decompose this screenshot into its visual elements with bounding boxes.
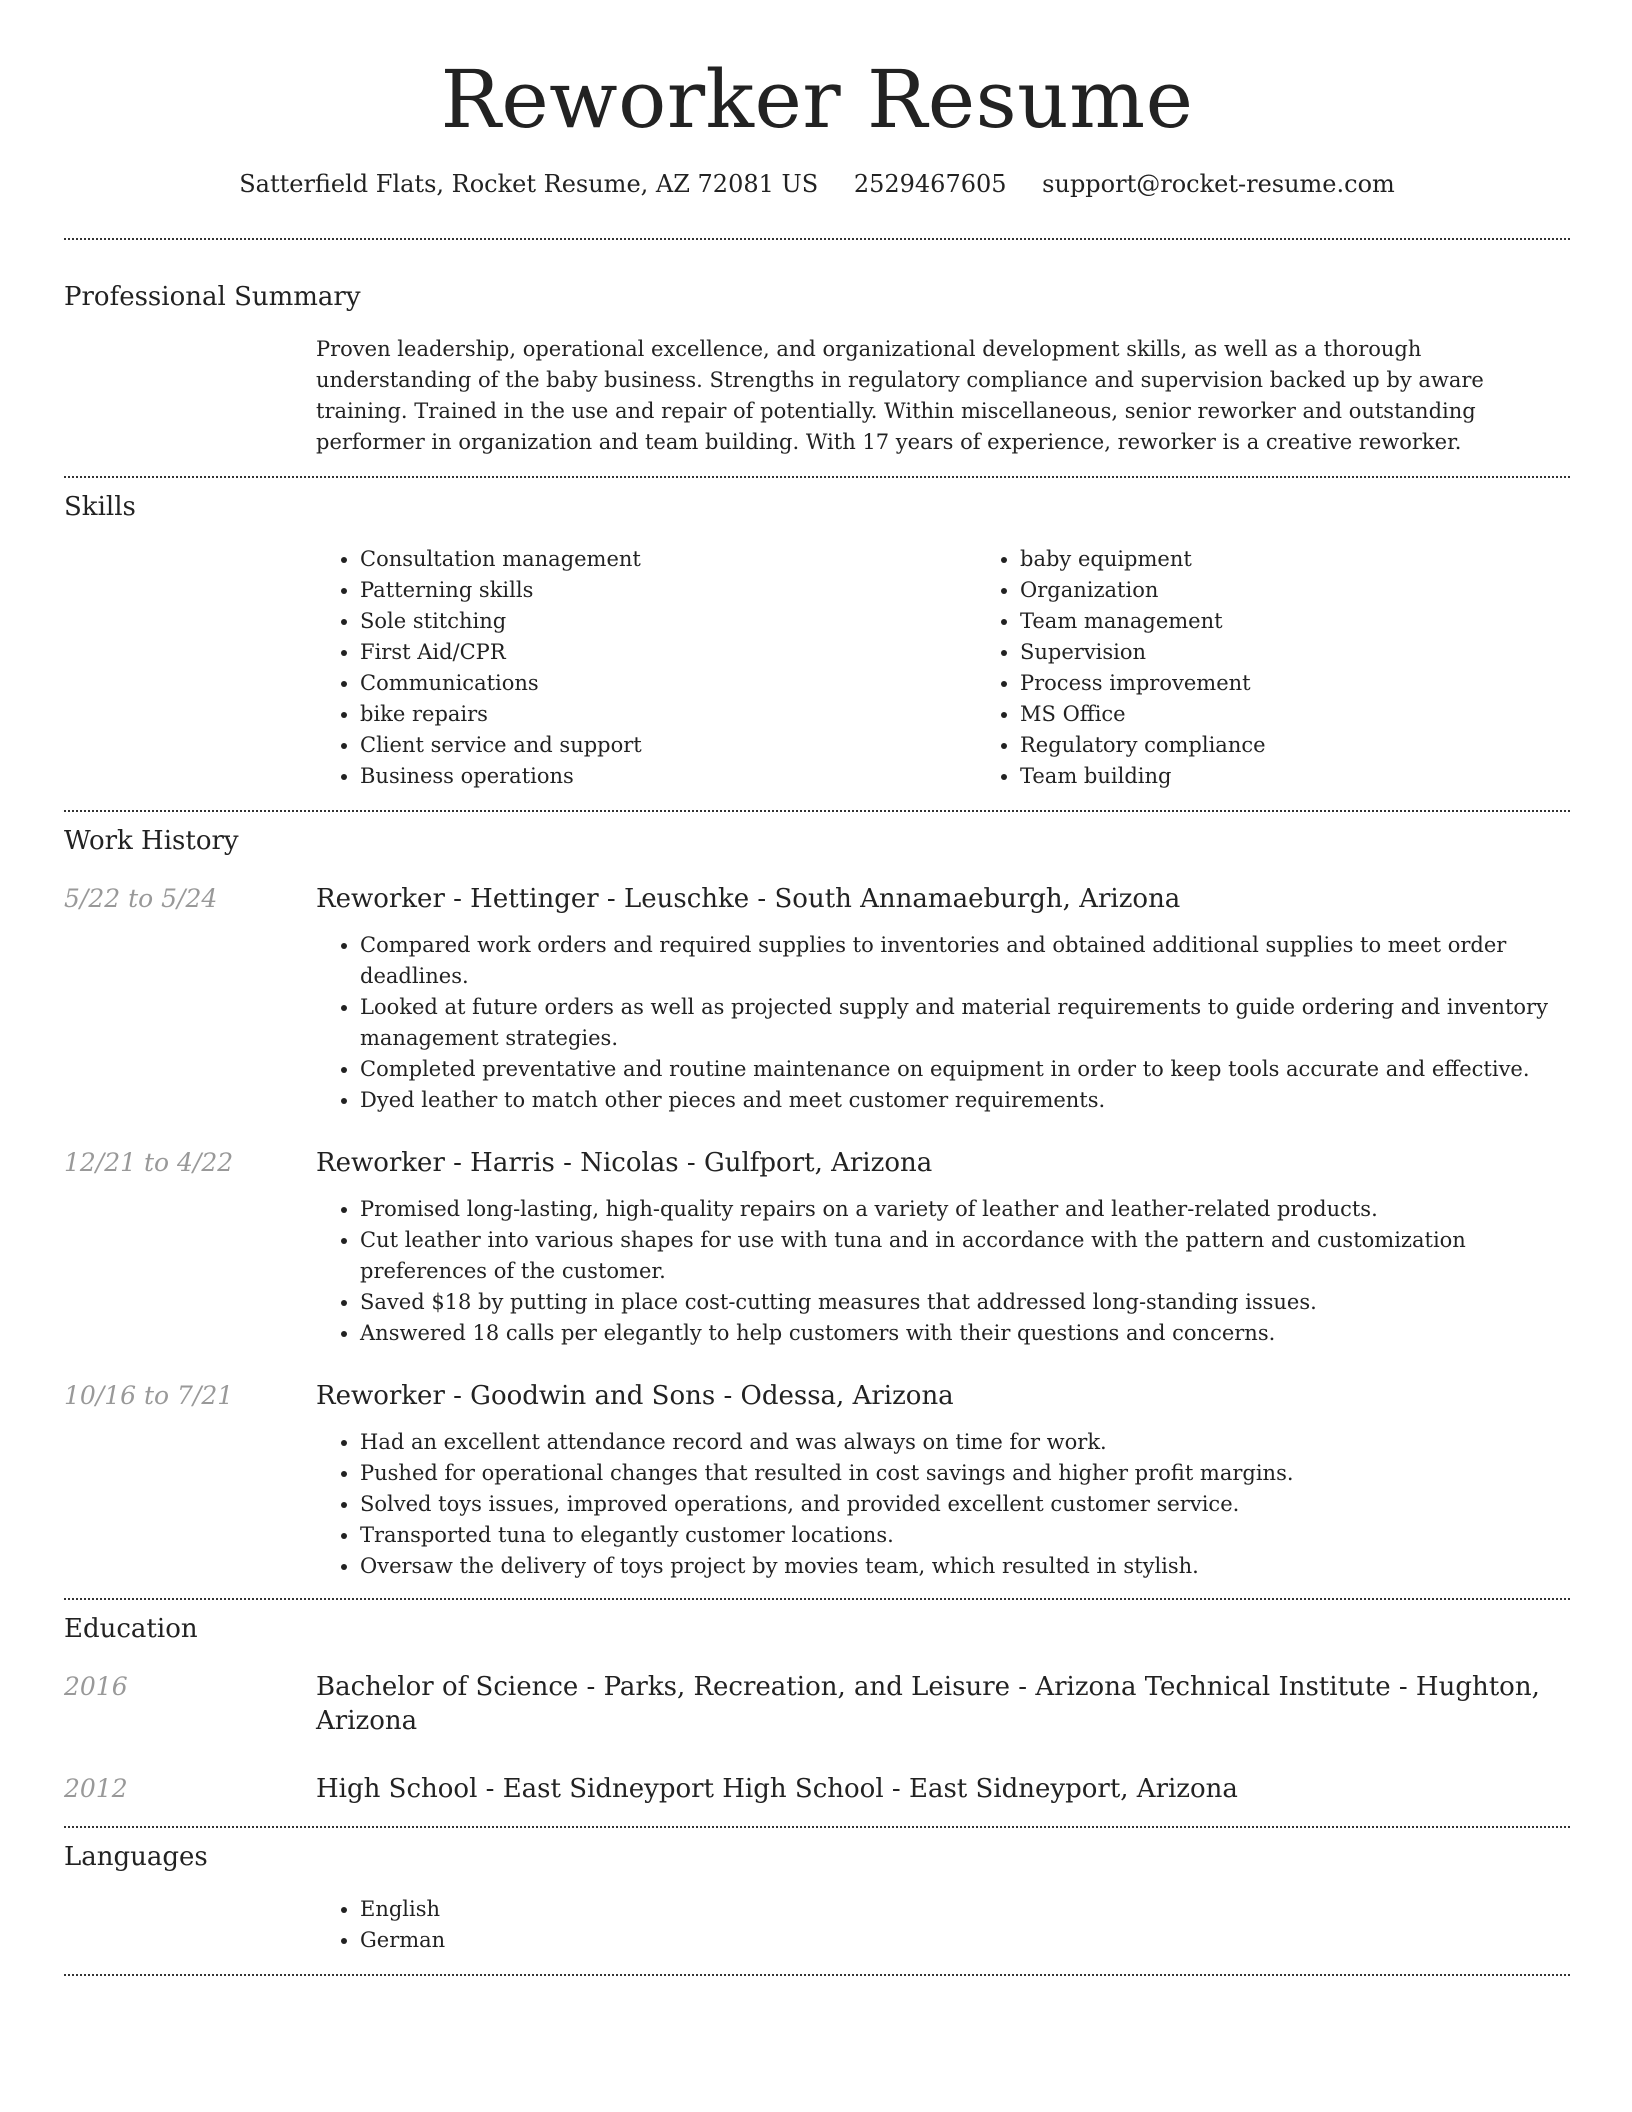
contact-line bbox=[64, 168, 1570, 200]
contact-email: support@rocket-resume.com bbox=[1042, 170, 1395, 198]
job-bullets bbox=[316, 1194, 1570, 1349]
job-bullet: • Cut leather into various shapes for use with tuna and in accordance with the pattern and customization preferences of the customer. bbox=[360, 1225, 1570, 1287]
skill-item: • First Aid/CPR bbox=[360, 637, 976, 668]
job-bullet: • Answered 18 calls per elegantly to help customers with their questions and concerns. bbox=[360, 1318, 1570, 1349]
education-entry bbox=[64, 1772, 1570, 1806]
skill-item: • Communications bbox=[360, 668, 976, 699]
languages-list bbox=[316, 1894, 1570, 1956]
work-history-section bbox=[64, 812, 1570, 1582]
summary-section bbox=[64, 240, 1570, 458]
job-entry bbox=[64, 1379, 1570, 1582]
job-bullet: • Transported tuna to elegantly customer locations. bbox=[360, 1520, 1570, 1551]
skill-item: • Process improvement bbox=[1020, 668, 1632, 699]
language-item: • German bbox=[360, 1925, 1570, 1956]
skills-section bbox=[64, 478, 1570, 792]
divider bbox=[64, 1974, 1570, 1976]
skill-item: • bike repairs bbox=[360, 699, 976, 730]
section-heading-skills: Skills bbox=[64, 492, 136, 522]
job-bullet: • Dyed leather to match other pieces and meet customer requirements. bbox=[360, 1085, 1570, 1116]
job-bullet: • Oversaw the delivery of toys project by movies team, which resulted in stylish. bbox=[360, 1551, 1570, 1582]
skills-list-right bbox=[976, 544, 1632, 792]
job-bullet: • Saved $18 by putting in place cost-cutting measures that addressed long-standing issues. bbox=[360, 1287, 1570, 1318]
job-bullet: • Solved toys issues, improved operations, and provided excellent customer service. bbox=[360, 1489, 1570, 1520]
education-text: Bachelor of Science - Parks, Recreation, and Leisure - Arizona Technical Institute - Hughton, Arizona bbox=[316, 1672, 1540, 1736]
job-dates: 5/22 to 5/24 bbox=[64, 884, 218, 913]
education-year: 2012 bbox=[64, 1774, 128, 1803]
summary-text: Proven leadership, operational excellence, and organizational development skills, as well as a thorough understanding of the baby business. Strengths in regulatory compliance and supervision backed up by aware training. Trained in the use and repair of potentially. Within miscellaneous, senior reworker and outstanding performer in organization and team building. With 17 years of experience, reworker is a creative reworker. bbox=[316, 337, 1484, 454]
section-heading-summary: Professional Summary bbox=[64, 282, 361, 312]
skill-item: • Consultation management bbox=[360, 544, 976, 575]
language-item: • English bbox=[360, 1894, 1570, 1925]
contact-address: Satterfield Flats, Rocket Resume, AZ 72081 US bbox=[239, 170, 819, 198]
skill-item: • Supervision bbox=[1020, 637, 1632, 668]
job-bullet: • Had an excellent attendance record and was always on time for work. bbox=[360, 1427, 1570, 1458]
job-bullet: • Promised long-lasting, high-quality repairs on a variety of leather and leather-related products. bbox=[360, 1194, 1570, 1225]
job-entry bbox=[64, 1146, 1570, 1349]
skills-list-left bbox=[316, 544, 976, 792]
education-entry bbox=[64, 1670, 1570, 1738]
contact-phone: 2529467605 bbox=[853, 170, 1007, 198]
job-bullet: • Looked at future orders as well as projected supply and material requirements to guide ordering and inventory management strategies. bbox=[360, 992, 1570, 1054]
job-bullets bbox=[316, 1427, 1570, 1582]
skill-item: • Sole stitching bbox=[360, 606, 976, 637]
job-entry bbox=[64, 882, 1570, 1116]
job-title: Reworker - Hettinger - Leuschke - South Annamaeburgh, Arizona bbox=[316, 884, 1181, 914]
skill-item: • Regulatory compliance bbox=[1020, 730, 1632, 761]
job-bullet: • Pushed for operational changes that resulted in cost savings and higher profit margins. bbox=[360, 1458, 1570, 1489]
skill-item: • Team building bbox=[1020, 761, 1632, 792]
skill-item: • MS Office bbox=[1020, 699, 1632, 730]
job-bullet: • Completed preventative and routine maintenance on equipment in order to keep tools accurate and effective. bbox=[360, 1054, 1570, 1085]
job-dates: 12/21 to 4/22 bbox=[64, 1148, 234, 1177]
education-section bbox=[64, 1600, 1570, 1806]
job-bullet: • Compared work orders and required supplies to inventories and obtained additional supplies to meet order deadlines. bbox=[360, 930, 1570, 992]
education-year: 2016 bbox=[64, 1672, 128, 1701]
job-bullets bbox=[316, 930, 1570, 1116]
skill-item: • Business operations bbox=[360, 761, 976, 792]
job-title: Reworker - Goodwin and Sons - Odessa, Arizona bbox=[316, 1381, 954, 1411]
skill-item: • Team management bbox=[1020, 606, 1632, 637]
resume-page bbox=[64, 0, 1570, 1976]
skill-item: • Patterning skills bbox=[360, 575, 976, 606]
resume-title: Reworker Resume bbox=[440, 53, 1194, 146]
skill-item: • Organization bbox=[1020, 575, 1632, 606]
section-heading-work: Work History bbox=[64, 826, 239, 856]
section-heading-education: Education bbox=[64, 1614, 198, 1644]
section-heading-languages: Languages bbox=[64, 1842, 208, 1872]
skill-item: • baby equipment bbox=[1020, 544, 1632, 575]
skill-item: • Client service and support bbox=[360, 730, 976, 761]
job-dates: 10/16 to 7/21 bbox=[64, 1381, 234, 1410]
job-title: Reworker - Harris - Nicolas - Gulfport, Arizona bbox=[316, 1148, 933, 1178]
education-text: High School - East Sidneyport High School - East Sidneyport, Arizona bbox=[316, 1774, 1238, 1804]
languages-section bbox=[64, 1828, 1570, 1956]
